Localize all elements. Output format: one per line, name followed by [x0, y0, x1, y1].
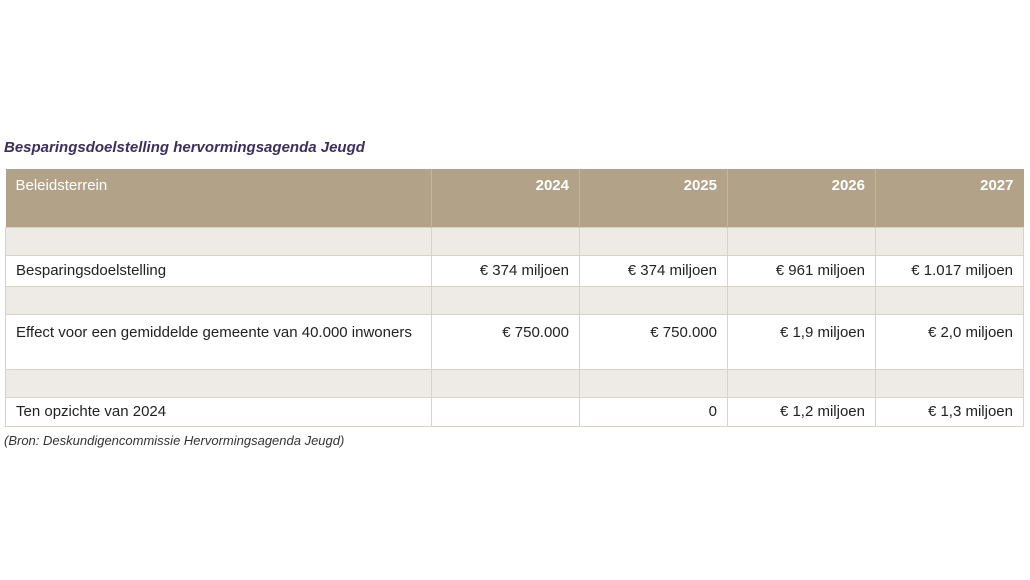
spacer-cell: [580, 369, 728, 397]
cell-2027: € 1.017 miljoen: [876, 255, 1024, 286]
cell-2026: € 1,9 miljoen: [728, 314, 876, 369]
spacer-cell: [728, 227, 876, 255]
spacer-cell: [432, 369, 580, 397]
spacer-cell: [432, 286, 580, 314]
header-row: [6, 169, 1024, 227]
header-2025: 2025: [580, 169, 728, 227]
spacer-row: [6, 286, 1024, 314]
cell-2025: € 374 miljoen: [580, 255, 728, 286]
row-label: Effect voor een gemiddelde gemeente van 40.000 inwoners: [6, 314, 432, 369]
header-2026: 2026: [728, 169, 876, 227]
spacer-cell: [580, 286, 728, 314]
spacer-cell: [876, 369, 1024, 397]
row-label: Ten opzichte van 2024: [6, 397, 432, 426]
cell-2024: [432, 397, 580, 426]
spacer-cell: [6, 227, 432, 255]
cell-2027: € 1,3 miljoen: [876, 397, 1024, 426]
spacer-cell: [6, 286, 432, 314]
cell-2024: € 750.000: [432, 314, 580, 369]
table-caption: Besparingsdoelstelling hervormingsagenda Jeugd: [4, 139, 365, 156]
spacer-cell: [6, 369, 432, 397]
header-2027: 2027: [876, 169, 1024, 227]
table-row-effect-gemeente: [6, 314, 1024, 369]
savings-table: [5, 169, 1024, 427]
cell-2024: € 374 miljoen: [432, 255, 580, 286]
cell-2025: € 750.000: [580, 314, 728, 369]
row-label: Besparingsdoelstelling: [6, 255, 432, 286]
spacer-cell: [580, 227, 728, 255]
spacer-cell: [728, 286, 876, 314]
cell-2026: € 961 miljoen: [728, 255, 876, 286]
spacer-row: [6, 227, 1024, 255]
spacer-cell: [432, 227, 580, 255]
spacer-row: [6, 369, 1024, 397]
header-beleidsterrein: Beleidsterrein: [6, 169, 432, 227]
source-note: (Bron: Deskundigencommissie Hervormingsagenda Jeugd): [4, 433, 345, 448]
table-row-besparingsdoelstelling: [6, 255, 1024, 286]
cell-2025: 0: [580, 397, 728, 426]
table-row-ten-opzichte: [6, 397, 1024, 426]
cell-2027: € 2,0 miljoen: [876, 314, 1024, 369]
spacer-cell: [728, 369, 876, 397]
header-2024: 2024: [432, 169, 580, 227]
cell-2026: € 1,2 miljoen: [728, 397, 876, 426]
spacer-cell: [876, 286, 1024, 314]
spacer-cell: [876, 227, 1024, 255]
